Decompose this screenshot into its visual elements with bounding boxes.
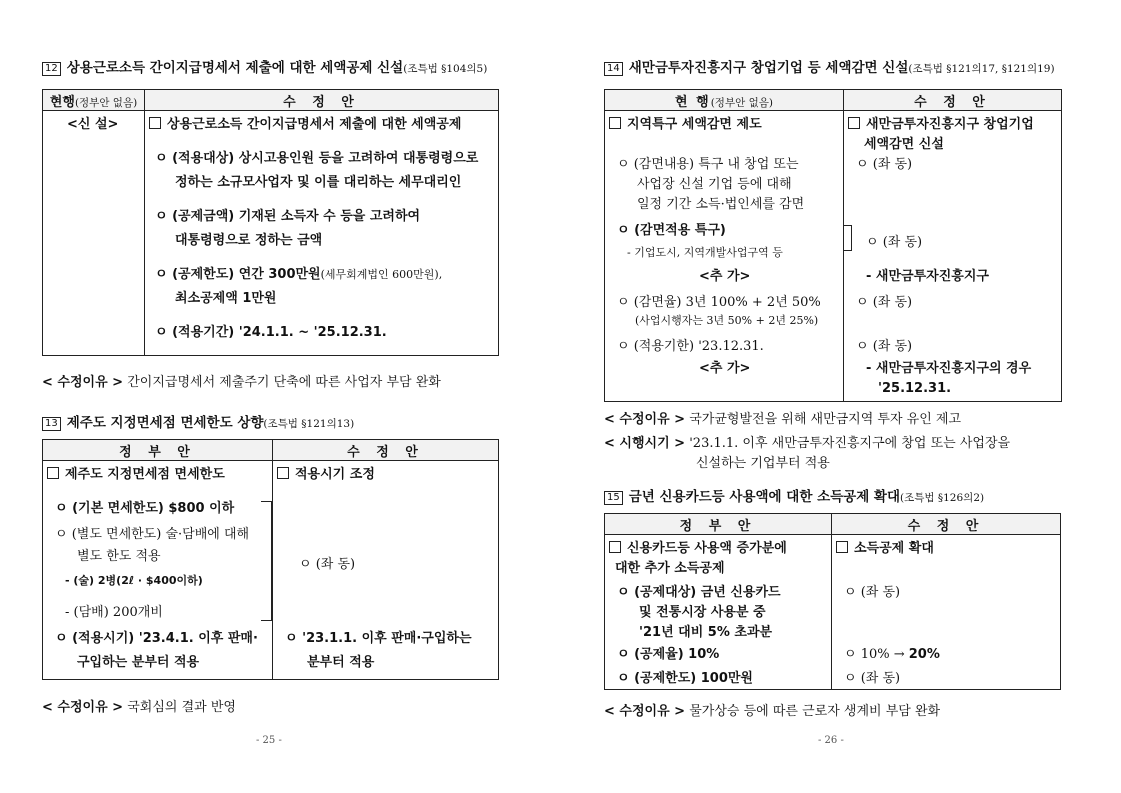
section-15-title: 15 금년 신용카드등 사용액에 대한 소득공제 확대(조특법 §126의2) [604,485,984,505]
header-revised: 수 정 안 [832,514,1061,535]
section-14-reason: < 수정이유 > 국가균형발전을 위해 새만금지역 투자 유인 제고 [604,412,962,427]
checkbox-square-icon [609,541,621,553]
amount-line-1: ㅇ (공제금액) 기재된 소득자 수 등을 고려하여 [155,209,421,224]
reduction-content-1: ㅇ (감면내용) 특구 내 창업 또는 [617,157,799,172]
revised-rate: ㅇ 10% → 20% [844,647,940,662]
limit-line-1: ㅇ (공제한도) 연간 300만원(세무회계법인 600만원), [155,267,443,282]
same-as-left: ㅇ (좌 동) [856,339,913,354]
zone-list: - 기업도시, 지역개발사업구역 등 [627,246,783,259]
revised-period-2: 분부터 적용 [307,655,375,670]
revised-heading-2: 세액감면 신설 [864,137,944,152]
saemangeum-deadline-2: '25.12.31. [878,381,952,396]
page-number-left: - 25 - [256,735,282,746]
section-14-table [604,89,1062,402]
checkbox-square-icon [836,541,848,553]
target-line-2: 정하는 소규모사업자 및 이를 대리하는 세무대리인 [175,175,462,190]
section-13-reason: < 수정이유 > 국회심의 결과 반영 [42,700,236,715]
header-revised: 수 정 안 [844,90,1062,111]
revised-cell: 소득공제 확대 ㅇ (좌 동) ㅇ 10% → 20% ㅇ (좌 동) [832,535,1061,690]
rate-line: ㅇ (공제율) 10% [617,647,720,662]
separate-limit-2: 별도 한도 적용 [77,549,161,564]
saemangeum-deadline-1: - 새만금투자진흥지구의 경우 [866,361,1032,376]
section-number: 13 [42,417,61,431]
target-line-2: 및 전통시장 사용분 중 [639,605,766,620]
revised-cell: 적용시기 조정 ㅇ (좌 동) ㅇ '23.1.1. 이후 판매·구입하는 분부터 적용 [273,461,499,680]
liquor-limit: - (술) 2병(2ℓ · $400이하) [65,574,203,587]
gov-cell: 제주도 지정면세점 면세한도 ㅇ (기본 면세한도) $800 이하 ㅇ (별도 면세한도) 술·담배에 대해 별도 한도 적용 - (술) 2병(2ℓ · $400이하) - (담배) 200개비 ㅇ (적용시기) '23.4.1. 이후 판매· 구입하는 분부터 적용 [43,461,273,680]
add-label: <추 가> [699,269,751,284]
saemangeum-zone: - 새만금투자진흥지구 [866,269,989,284]
reduction-content-3: 일정 기간 소득·법인세를 감면 [637,197,805,212]
current-cell: 지역특구 세액감면 제도 ㅇ (감면내용) 특구 내 창업 또는 사업장 신설 기업 등에 대해 일정 기간 소득·법인세를 감면 ㅇ (감면적용 특구) - 기업도시, 지역개발사업구역 등 <추 가> ㅇ (감면율) 3년 100% + 2년 50% (사업시행자는 3년 50% + 2년 25%) ㅇ (적용기한) '23.12.31. <추 가> [605,111,844,402]
reduction-rate-note: (사업시행자는 3년 50% + 2년 25%) [635,314,819,327]
checkbox-square-icon [609,117,621,129]
same-as-left: ㅇ (좌 동) [866,235,923,250]
period-line: ㅇ (적용기간) '24.1.1. ~ '25.12.31. [155,325,387,340]
same-as-left: ㅇ (좌 동) [299,557,356,572]
section-12-title: 12 상용근로소득 간이지급명세서 제출에 대한 세액공제 신설(조특법 §104의5) [42,56,487,76]
checkbox-square-icon [848,117,860,129]
zone-heading: ㅇ (감면적용 특구) [617,223,726,238]
deadline: ㅇ (적용기한) '23.12.31. [617,339,764,354]
header-gov: 정 부 안 [605,514,832,535]
checkbox-square-icon [277,467,289,479]
header-revised: 수 정 안 [273,440,499,461]
apply-period-2: 구입하는 분부터 적용 [77,655,200,670]
same-as-left: ㅇ (좌 동) [856,295,913,310]
header-current: 현행(정부안 없음) [43,90,145,111]
basic-limit: ㅇ (기본 면세한도) $800 이하 [55,501,235,516]
header-current: 현 행(정부안 없음) [605,90,844,111]
section-15-reason: < 수정이유 > 물가상승 등에 따른 근로자 생계비 부담 완화 [604,704,941,719]
section-15-table [604,513,1061,690]
limit-line-2: 최소공제액 1만원 [175,291,277,306]
section-14-effective: < 시행시기 > '23.1.1. 이후 새만금투자진흥지구에 창업 또는 사업장을 [604,436,1011,451]
section-14-title: 14 새만금투자진흥지구 창업기업 등 세액감면 신설(조특법 §121의17, §121의19) [604,56,1055,76]
header-revised: 수 정 안 [145,90,499,111]
section-13-table [42,439,499,680]
section-number: 14 [604,62,623,76]
tobacco-limit: - (담배) 200개비 [65,605,163,620]
add-label: <추 가> [699,361,751,376]
limit-line: ㅇ (공제한도) 100만원 [617,671,753,686]
checkbox-square-icon [149,117,161,129]
new-label: <신 설> [67,117,119,132]
section-12-reason: < 수정이유 > 간이지급명세서 제출주기 단축에 따른 사업자 부담 완화 [42,375,441,390]
revised-cell: 새만금투자진흥지구 창업기업 세액감면 신설 ㅇ (좌 동) ㅇ (좌 동) - 새만금투자진흥지구 ㅇ (좌 동) ㅇ (좌 동) - 새만금투자진흥지구의 경우 '25.12.31. [844,111,1062,402]
same-as-left: ㅇ (좌 동) [844,585,901,600]
section-number: 15 [604,491,623,505]
header-gov: 정 부 안 [43,440,273,461]
section-13-title: 13 제주도 지정면세점 면세한도 상향(조특법 §121의13) [42,411,354,431]
apply-period-1: ㅇ (적용시기) '23.4.1. 이후 판매· [55,631,258,646]
revised-period-1: ㅇ '23.1.1. 이후 판매·구입하는 [285,631,472,646]
section-12-table [42,89,499,356]
separate-limit-1: ㅇ (별도 면세한도) 술·담배에 대해 [55,527,250,542]
amount-line-2: 대통령령으로 정하는 금액 [175,233,323,248]
gov-heading-2: 대한 추가 소득공제 [615,561,725,576]
target-line-1: ㅇ (공제대상) 금년 신용카드 [617,585,781,600]
section-number: 12 [42,62,61,76]
reduction-content-2: 사업장 신설 기업 등에 대해 [637,177,792,192]
current-cell [43,111,145,356]
revised-heading: 상용근로소득 간이지급명세서 제출에 대한 세액공제 [149,117,461,133]
target-line-3: '21년 대비 5% 초과분 [639,625,773,640]
bracket [261,501,272,621]
same-as-left: ㅇ (좌 동) [856,157,913,172]
same-as-left: ㅇ (좌 동) [844,671,901,686]
checkbox-square-icon [47,467,59,479]
reduction-rate: ㅇ (감면율) 3년 100% + 2년 50% [617,295,821,310]
revised-cell [145,111,499,356]
page-number-right: - 26 - [818,735,844,746]
target-line-1: ㅇ (적용대상) 상시고용인원 등을 고려하여 대통령령으로 [155,151,479,166]
section-14-effective-2: 신설하는 기업부터 적용 [696,456,830,471]
gov-cell: 신용카드등 사용액 증가분에 대한 추가 소득공제 ㅇ (공제대상) 금년 신용카드 및 전통시장 사용분 중 '21년 대비 5% 초과분 ㅇ (공제율) 10% ㅇ (공제한도) 100만원 [605,535,832,690]
